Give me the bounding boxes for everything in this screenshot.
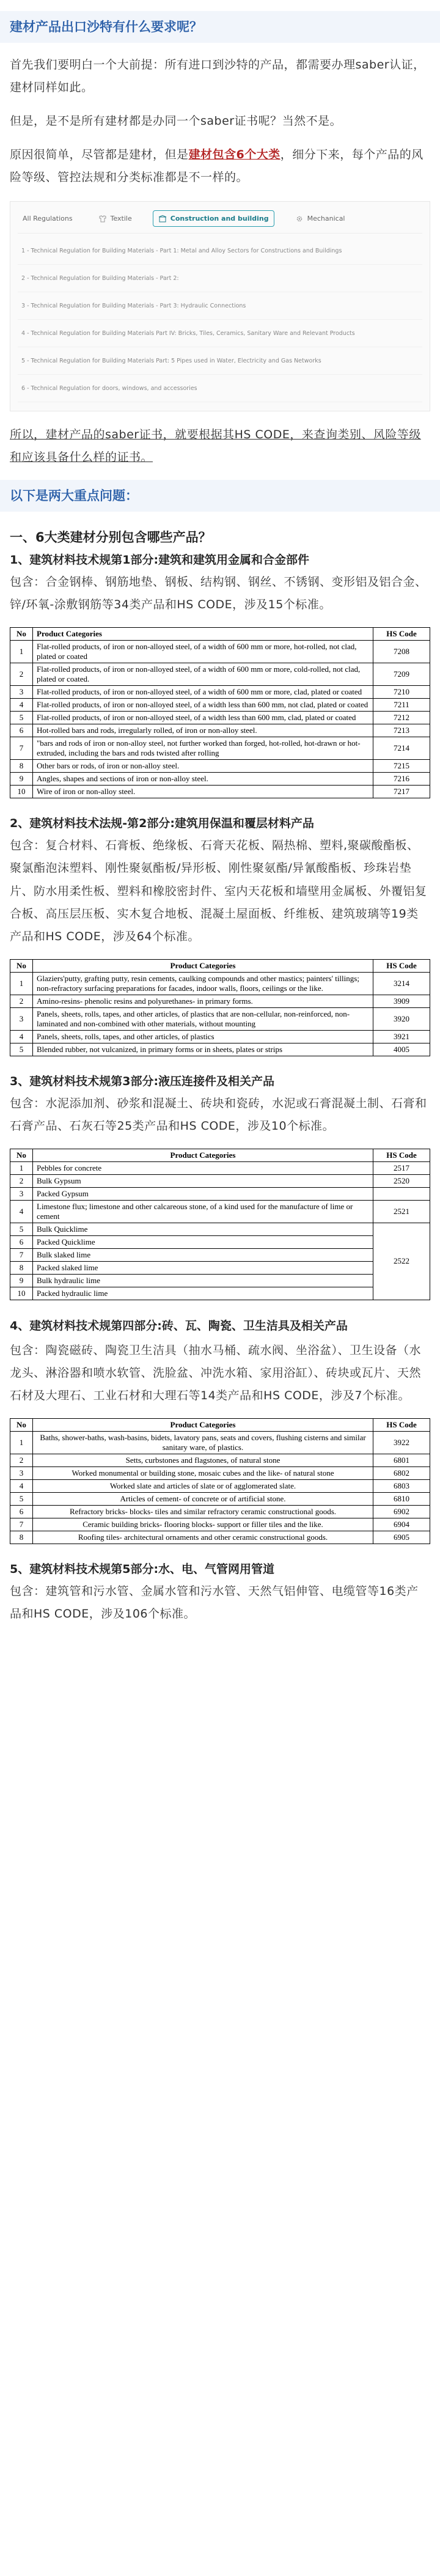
cell-no: 7 bbox=[10, 737, 33, 760]
cell-category: Packed slaked lime bbox=[33, 1261, 373, 1274]
cell-hs-code: 2517 bbox=[373, 1161, 430, 1174]
cell-category: Roofing tiles- architectural ornaments and other ceramic constructional goods. bbox=[33, 1531, 373, 1544]
cell-category: Bulk slaked lime bbox=[33, 1248, 373, 1261]
table-row bbox=[10, 1030, 430, 1043]
intro-p3-pre: 原因很简单，尽管都是建材，但是 bbox=[10, 148, 189, 162]
table-row bbox=[10, 1043, 430, 1056]
focus-title: 以下是两大重点问题： bbox=[0, 480, 440, 512]
cell-hs-code: 3921 bbox=[373, 1030, 430, 1043]
cell-no: 8 bbox=[10, 760, 33, 773]
table-row bbox=[10, 1235, 430, 1248]
table-row bbox=[10, 663, 430, 686]
cell-no: 5 bbox=[10, 1493, 33, 1506]
table-row bbox=[10, 1007, 430, 1030]
cell-no: 7 bbox=[10, 1248, 33, 1261]
table-row bbox=[10, 641, 430, 663]
tab-construction-and-building[interactable] bbox=[153, 210, 274, 227]
section-3-desc: 包含：水泥添加剂、砂浆和混凝土、砖块和瓷砖，水泥或石膏混凝土制、石膏和石膏产品、石灰石等25类产品和HS CODE，涉及10个标准。 bbox=[10, 1096, 427, 1133]
section-3-rows bbox=[10, 1161, 430, 1300]
intro-paragraph-2: 但是，是不是所有建材都是办同一个saber证书呢？当然不是。 bbox=[10, 114, 342, 128]
cell-hs-code: 6801 bbox=[373, 1454, 430, 1467]
table-row bbox=[10, 1223, 430, 1235]
table-row bbox=[10, 1467, 430, 1480]
summary-paragraph: 所以，建材产品的saber证书，就要根据其HS CODE，来查询类别、风险等级和应该具备什么样的证书。 bbox=[10, 428, 421, 465]
tab-label: All Regulations bbox=[23, 215, 73, 223]
table-row bbox=[10, 1174, 430, 1187]
table-row bbox=[10, 1287, 430, 1300]
cell-no: 6 bbox=[10, 1235, 33, 1248]
table-row bbox=[10, 972, 430, 995]
cell-no: 2 bbox=[10, 1454, 33, 1467]
cell-category: Setts, curbstones and flagstones, of natural stone bbox=[33, 1454, 373, 1467]
section-2-table bbox=[10, 959, 430, 1056]
cell-hs-code: 7209 bbox=[373, 663, 430, 686]
cell-category: Amino-resins- phenolic resins and polyurethanes- in primary forms. bbox=[33, 995, 373, 1007]
col-hs-code: HS Code bbox=[373, 628, 430, 641]
textile-icon bbox=[98, 215, 107, 223]
cell-hs-code: 6803 bbox=[373, 1480, 430, 1493]
cell-category: Packed Quicklime bbox=[33, 1235, 373, 1248]
cell-no: 3 bbox=[10, 1467, 33, 1480]
cell-category: Hot-rolled bars and rods, irregularly rolled, of iron or non-alloy steel. bbox=[33, 724, 373, 737]
cell-hs-code: 7212 bbox=[373, 712, 430, 724]
section-1-rows bbox=[10, 641, 430, 798]
cell-hs-code: 6802 bbox=[373, 1467, 430, 1480]
cell-category: Flat-rolled products, of iron or non-alloyed steel, of a width of 600 mm or more, clad, plated or coated bbox=[33, 686, 373, 699]
cell-no: 7 bbox=[10, 1518, 33, 1531]
table-row bbox=[10, 995, 430, 1007]
cell-category: Panels, sheets, rolls, tapes, and other articles, of plastics bbox=[33, 1030, 373, 1043]
section-2-desc: 包含：复合材料、石膏板、绝缘板、石膏天花板、隔热棉、塑料,聚碳酸酯板、聚氯酯泡沫塑料、刚性聚氨酯板/异形板、刚性聚氨酯/异氰酸酯板、珍珠岩垫片、防水用柔性板、塑料和橡胶密封件、室内天花板和墙壁用金属板、外覆铝复合板、高压层压板、实木复合地板、混凝土屋面板、纤维板、建筑玻璃等19类产品和HS CODE，涉及64个标准。 bbox=[10, 839, 427, 943]
tab-label: Construction and building bbox=[170, 215, 269, 223]
cell-hs-code: 7216 bbox=[373, 773, 430, 786]
cell-category: Worked monumental or building stone, mosaic cubes and the like- of natural stone bbox=[33, 1467, 373, 1480]
cell-category: Wire of iron or non-alloy steel. bbox=[33, 786, 373, 798]
cell-no: 5 bbox=[10, 712, 33, 724]
table-row bbox=[10, 1432, 430, 1454]
cell-category: Bulk Gypsum bbox=[33, 1174, 373, 1187]
cell-category: Articles of cement- of concrete or of artificial stone. bbox=[33, 1493, 373, 1506]
col-product-categories: Product Categories bbox=[33, 628, 373, 641]
cell-hs-code: 4005 bbox=[373, 1043, 430, 1056]
cell-hs-code: 2522 bbox=[373, 1223, 430, 1300]
cell-category: Blended rubber, not vulcanized, in primary forms or in sheets, plates or strips bbox=[33, 1043, 373, 1056]
col-hs-code: HS Code bbox=[373, 1419, 430, 1432]
table-row bbox=[10, 1248, 430, 1261]
col-hs-code: HS Code bbox=[373, 959, 430, 972]
tab-mechanical[interactable] bbox=[290, 211, 350, 226]
table-row bbox=[10, 1531, 430, 1544]
cell-category: Baths, shower-baths, wash-basins, bidets, lavatory pans, seats and covers, flushing cisterns and similar sanitary ware, of plastics. bbox=[33, 1432, 373, 1454]
cell-no: 5 bbox=[10, 1043, 33, 1056]
cell-hs-code: 7217 bbox=[373, 786, 430, 798]
cell-hs-code: 7215 bbox=[373, 760, 430, 773]
regulation-item[interactable]: 4 - Technical Regulation for Building Materials Part IV: Bricks, Tiles, Ceramics, Sanitary Ware and Relevant Products bbox=[18, 320, 422, 347]
cell-no: 9 bbox=[10, 1274, 33, 1287]
regulation-list bbox=[18, 237, 422, 402]
regulations-panel bbox=[10, 201, 430, 411]
section-2-title: 2、建筑材料技术法规-第2部分:建筑用保温和覆层材料产品 bbox=[10, 817, 314, 831]
regulation-tabs bbox=[18, 210, 422, 234]
section-2-rows bbox=[10, 972, 430, 1056]
intro-p3-post: ，细分下来，每个产品的风险等级、管控法规和分类标准都是不一样的。 bbox=[10, 148, 424, 185]
cell-category: Flat-rolled products, of iron or non-alloyed steel, of a width less than 600 mm, not clad, plated or coated bbox=[33, 699, 373, 712]
regulation-item[interactable]: 3 - Technical Regulation for Building Materials - Part 3: Hydraulic Connections bbox=[18, 292, 422, 320]
cell-no: 2 bbox=[10, 995, 33, 1007]
table-row bbox=[10, 712, 430, 724]
section-1-table bbox=[10, 627, 430, 798]
section-3-table bbox=[10, 1149, 430, 1300]
col-no: No bbox=[10, 1149, 33, 1161]
cell-category: Bulk hydraulic lime bbox=[33, 1274, 373, 1287]
article bbox=[0, 11, 440, 1625]
cell-hs-code: 3920 bbox=[373, 1007, 430, 1030]
cell-no: 6 bbox=[10, 724, 33, 737]
cell-category: Ceramic building bricks- flooring blocks- support or filler tiles and the like. bbox=[33, 1518, 373, 1531]
section-4-rows bbox=[10, 1432, 430, 1544]
table-row bbox=[10, 1480, 430, 1493]
col-no: No bbox=[10, 1419, 33, 1432]
regulation-item[interactable]: 6 - Technical Regulation for doors, windows, and accessories bbox=[18, 375, 422, 402]
cell-category: Flat-rolled products, of iron or non-alloyed steel, of a width of 600 mm or more, hot-rolled, not clad, plated or coated bbox=[33, 641, 373, 663]
table-row bbox=[10, 1506, 430, 1518]
cell-no: 4 bbox=[10, 699, 33, 712]
table-row bbox=[10, 1493, 430, 1506]
section-5-desc: 包含：建筑管和污水管、金属水管和污水管、天然气铝伸管、电缆管等16类产品和HS CODE，涉及106个标准。 bbox=[10, 1584, 419, 1621]
tab-textile[interactable] bbox=[94, 211, 137, 226]
cell-no: 2 bbox=[10, 663, 33, 686]
col-product-categories: Product Categories bbox=[33, 1149, 373, 1161]
cell-category: Refractory bricks- blocks- tiles and similar refractory ceramic constructional goods. bbox=[33, 1506, 373, 1518]
cell-category: Packed hydraulic lime bbox=[33, 1287, 373, 1300]
tab-label: Textile bbox=[110, 215, 132, 223]
cell-no: 9 bbox=[10, 773, 33, 786]
section-4-title: 4、建筑材料技术规第四部分:砖、瓦、陶瓷、卫生洁具及相关产品 bbox=[10, 1319, 348, 1333]
cell-no: 4 bbox=[10, 1200, 33, 1223]
table-row bbox=[10, 760, 430, 773]
cell-hs-code: 3922 bbox=[373, 1432, 430, 1454]
cell-hs-code bbox=[373, 1187, 430, 1200]
cell-hs-code: 7213 bbox=[373, 724, 430, 737]
cell-hs-code: 7208 bbox=[373, 641, 430, 663]
cell-category: Bulk Quicklime bbox=[33, 1223, 373, 1235]
regulation-item[interactable]: 2 - Technical Regulation for Building Materials - Part 2: bbox=[18, 265, 422, 292]
col-no: No bbox=[10, 959, 33, 972]
cell-category: Other bars or rods, of iron or non-alloy steel. bbox=[33, 760, 373, 773]
intro-paragraph-1: 首先我们要明白一个大前提：所有进口到沙特的产品，都需要办理saber认证，建材同样如此。 bbox=[10, 58, 425, 95]
table-row bbox=[10, 1187, 430, 1200]
cell-hs-code: 2520 bbox=[373, 1174, 430, 1187]
cell-category: Flat-rolled products, of iron or non-alloyed steel, of a width less than 600 mm, clad, plated or coated bbox=[33, 712, 373, 724]
cell-hs-code: 6902 bbox=[373, 1506, 430, 1518]
cell-hs-code: 7214 bbox=[373, 737, 430, 760]
cell-no: 3 bbox=[10, 686, 33, 699]
cell-no: 6 bbox=[10, 1506, 33, 1518]
cell-no: 2 bbox=[10, 1174, 33, 1187]
cell-category: Flat-rolled products, of iron or non-alloyed steel, of a width of 600 mm or more, cold-rolled, not clad, plated or coated. bbox=[33, 663, 373, 686]
cell-no: 3 bbox=[10, 1187, 33, 1200]
intro-p3-highlight: 建材包含6个大类 bbox=[188, 148, 280, 162]
cell-category: "bars and rods of iron or non-alloy steel, not further worked than forged, hot-rolled, hot-drawn or hot-extruded, including the bars and rods twisted after rolling bbox=[33, 737, 373, 760]
cell-no: 10 bbox=[10, 786, 33, 798]
cell-hs-code: 2521 bbox=[373, 1200, 430, 1223]
cell-no: 8 bbox=[10, 1531, 33, 1544]
col-product-categories: Product Categories bbox=[33, 959, 373, 972]
regulation-item[interactable]: 5 - Technical Regulation for Building Materials Part: 5 Pipes used in Water, Electricity and Gas Networks bbox=[18, 347, 422, 375]
cell-hs-code: 3214 bbox=[373, 972, 430, 995]
gear-icon bbox=[295, 215, 304, 223]
cell-hs-code: 6904 bbox=[373, 1518, 430, 1531]
cell-hs-code: 7211 bbox=[373, 699, 430, 712]
table-row bbox=[10, 1518, 430, 1531]
tab-all-regulations[interactable] bbox=[18, 211, 78, 226]
cell-no: 8 bbox=[10, 1261, 33, 1274]
table-row bbox=[10, 786, 430, 798]
table-row bbox=[10, 686, 430, 699]
cell-hs-code: 3909 bbox=[373, 995, 430, 1007]
section-1-title: 1、建筑材料技术规第1部分:建筑和建筑用金属和合金部件 bbox=[10, 553, 310, 567]
section-1-desc: 包含：合金钢棒、钢筋地垫、钢板、结构钢、钢丝、不锈钢、变形铝及铝合金、锌/环氧-涂敷钢筋等34类产品和HS CODE，涉及15个标准。 bbox=[10, 575, 427, 612]
cell-category: Panels, sheets, rolls, tapes, and other articles, of plastics that are non-cellular, non-reinforced, non-laminated and non-combined with other materials, without mounting bbox=[33, 1007, 373, 1030]
table-row bbox=[10, 1161, 430, 1174]
table-row bbox=[10, 699, 430, 712]
cell-category: Glaziers'putty, grafting putty, resin cements, caulking compounds and other mastics; painters' tillings; non-refractory surfacing preparations for facades, indoor walls, floors, ceilings or the like. bbox=[33, 972, 373, 995]
cell-no: 10 bbox=[10, 1287, 33, 1300]
intro-paragraph-3 bbox=[10, 144, 430, 189]
cell-hs-code: 6810 bbox=[373, 1493, 430, 1506]
cell-hs-code: 6905 bbox=[373, 1531, 430, 1544]
col-product-categories: Product Categories bbox=[33, 1419, 373, 1432]
question-1-title: 一、6大类建材分别包含哪些产品？ bbox=[10, 530, 211, 545]
cell-category: Packed Gypsum bbox=[33, 1187, 373, 1200]
intro-title: 建材产品出口沙特有什么要求呢？ bbox=[0, 11, 440, 43]
table-row bbox=[10, 1454, 430, 1467]
cell-no: 1 bbox=[10, 1161, 33, 1174]
cell-no: 4 bbox=[10, 1480, 33, 1493]
cell-category: Worked slate and articles of slate or of agglomerated slate. bbox=[33, 1480, 373, 1493]
cell-hs-code: 7210 bbox=[373, 686, 430, 699]
cell-no: 4 bbox=[10, 1030, 33, 1043]
cell-category: Angles, shapes and sections of iron or non-alloy steel. bbox=[33, 773, 373, 786]
section-3-title: 3、建筑材料技术规第3部分:液压连接件及相关产品 bbox=[10, 1074, 275, 1088]
table-row bbox=[10, 737, 430, 760]
cell-no: 1 bbox=[10, 972, 33, 995]
regulation-item[interactable]: 1 - Technical Regulation for Building Materials - Part 1: Metal and Alloy Sectors for Constructions and Buildings bbox=[18, 237, 422, 265]
cell-no: 3 bbox=[10, 1007, 33, 1030]
cell-no: 5 bbox=[10, 1223, 33, 1235]
cell-no: 1 bbox=[10, 1432, 33, 1454]
table-row bbox=[10, 724, 430, 737]
cell-category: Limestone flux; limestone and other calcareous stone, of a kind used for the manufacture of lime or cement bbox=[33, 1200, 373, 1223]
section-4-table bbox=[10, 1418, 430, 1544]
section-4-desc: 包含：陶瓷磁砖、陶瓷卫生洁具（抽水马桶、疏水阀、坐浴盆）、卫生设备（水龙头、淋浴器和喷水软管、洗脸盆、冲洗水箱、家用浴缸）、砖块或瓦片、天然石材及大理石、工业石材和大理石等14类产品和HS CODE，涉及7个标准。 bbox=[10, 1344, 422, 1403]
col-hs-code: HS Code bbox=[373, 1149, 430, 1161]
section-5-title: 5、建筑材料技术规第5部分:水、电、气管网用管道 bbox=[10, 1562, 275, 1577]
table-row bbox=[10, 1261, 430, 1274]
cell-no: 1 bbox=[10, 641, 33, 663]
tab-label: Mechanical bbox=[307, 215, 345, 223]
col-no: No bbox=[10, 628, 33, 641]
cell-category: Pebbles for concrete bbox=[33, 1161, 373, 1174]
table-row bbox=[10, 1200, 430, 1223]
table-row bbox=[10, 1274, 430, 1287]
building-icon bbox=[158, 215, 167, 223]
table-row bbox=[10, 773, 430, 786]
